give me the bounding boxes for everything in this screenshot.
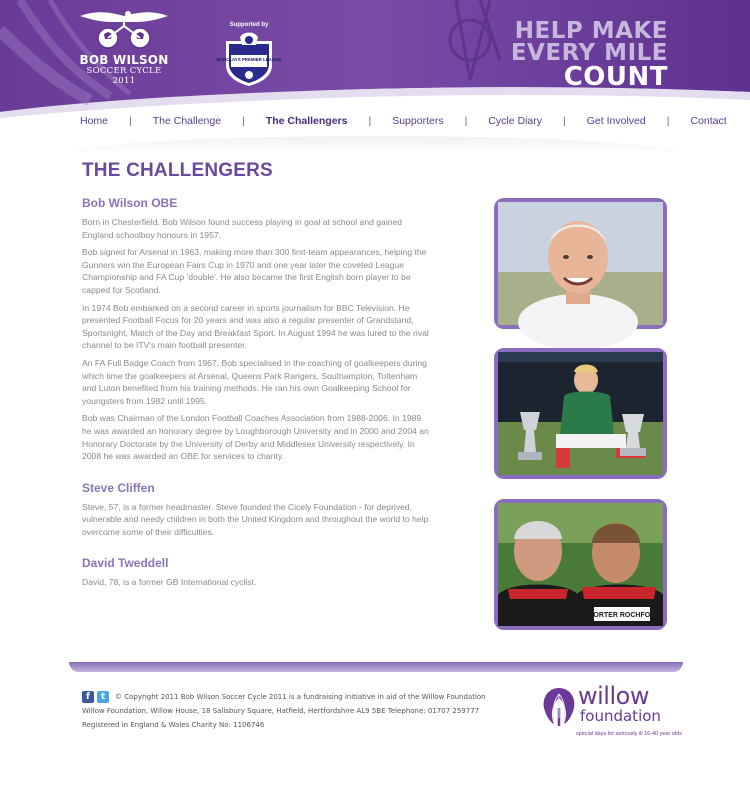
header-tagline xyxy=(511,20,668,90)
tagline-line-3: COUNT xyxy=(563,62,668,92)
challenger-steve-cliffen xyxy=(82,481,432,539)
footer-charity-number: Registered in England & Wales Charity No: 1106746 xyxy=(82,721,265,729)
portrait-image xyxy=(498,202,663,325)
nav-supporters[interactable]: Supporters xyxy=(392,115,444,127)
nav-separator: | xyxy=(563,115,566,127)
willow-foundation-logo[interactable] xyxy=(540,682,682,737)
nav-shadow-divider xyxy=(70,136,682,154)
site-logo[interactable] xyxy=(74,8,174,86)
challenger-name: Steve Cliffen xyxy=(82,480,155,495)
willow-tagline: special days for seriously ill 16-40 year olds xyxy=(575,731,682,737)
sponsor-label: Supported by xyxy=(229,22,269,28)
footer-divider xyxy=(69,662,683,672)
photo-steve-and-david xyxy=(494,499,667,630)
tagline-line-1: HELP MAKE xyxy=(514,18,668,44)
premier-league-crest-icon[interactable] xyxy=(216,31,282,87)
trophies-image xyxy=(498,352,663,475)
footer-copyright: © Copyright 2011 Bob Wilson Soccer Cycle 2011 is a fundraising initiative in aid of the Willow Foundation xyxy=(115,693,486,701)
main-nav xyxy=(80,113,727,129)
willow-word: willow xyxy=(578,682,649,710)
challenger-name: David Tweddell xyxy=(82,556,169,571)
willow-wordmark xyxy=(578,684,661,724)
logo-name: BOB WILSON xyxy=(79,53,169,67)
willow-sub: foundation xyxy=(580,707,661,725)
twitter-icon[interactable]: t xyxy=(97,691,109,703)
footer-address: Willow Foundation, Willow House, 18 Salisbury Square, Hatfield, Hertfordshire AL9 5BE Telephone: 01707 259777 xyxy=(82,707,480,715)
bio-paragraph: Bob was Chairman of the London Football Coaches Association from 1988-2006. In 1989 he was awarded an honorary degree by Loughborough University and in 2000 and 2004 an Honorary Doctorate by the University of Derby and Middlesex University respectively. In 2008 he was awarded an OBE for services to charity. xyxy=(82,413,429,462)
bio-paragraph: In 1974 Bob embarked on a second career in sports journalism for BBC Television. He presented Football Focus for 20 years and was also a regular presenter of Grandstand, Sportsnight, Match of the Day and Breakfast Sport. In August 1994 he was lured to the rival channel to be ITV's main football presenter. xyxy=(82,302,429,351)
logo-subtitle: SOCCER CYCLE 2011 xyxy=(86,66,162,86)
jersey-text: SHORTER ROCHFORD xyxy=(583,612,661,619)
soccer-cycle-logo-icon xyxy=(76,8,172,52)
footer-info xyxy=(82,690,502,732)
challenger-name: Bob Wilson OBE xyxy=(82,196,178,210)
sponsor-crest-text: BARCLAYS PREMIER LEAGUE xyxy=(216,57,282,62)
tagline-line-2: EVERY MILE xyxy=(510,40,668,66)
cyclists-image xyxy=(498,503,663,626)
photo-bob-wilson-trophies xyxy=(494,348,667,479)
nav-separator: | xyxy=(464,115,468,127)
sponsor-block xyxy=(214,22,284,87)
nav-the-challenge[interactable]: The Challenge xyxy=(152,115,222,127)
bio-paragraph: Steve, 57, is a former headmaster. Steve founded the Cicely Foundation - for deprived, vulnerable and needy children in both the United Kingdom and throughout the world to help overcome some of their difficulties. xyxy=(82,501,429,537)
nav-separator: | xyxy=(129,115,132,127)
facebook-icon[interactable]: f xyxy=(82,691,94,703)
bio-paragraph: Born in Chesterfield, Bob Wilson found success playing in goal at school and gained England schoolboy honours in 1957. xyxy=(82,217,403,240)
nav-home[interactable]: Home xyxy=(80,115,109,127)
challenger-david-tweddell xyxy=(82,556,432,589)
nav-contact[interactable]: Contact xyxy=(690,115,727,127)
challengers-content xyxy=(82,196,432,607)
nav-get-involved[interactable]: Get Involved xyxy=(586,115,646,127)
page-title: THE CHALLENGERS xyxy=(82,160,273,181)
nav-separator: | xyxy=(242,115,245,127)
willow-tree-icon xyxy=(540,684,578,728)
nav-the-challengers[interactable]: The Challengers xyxy=(265,115,348,127)
site-header xyxy=(0,0,750,118)
nav-separator: | xyxy=(666,115,670,127)
nav-separator: | xyxy=(368,115,372,127)
challenger-bob-wilson xyxy=(82,196,432,463)
nav-cycle-diary[interactable]: Cycle Diary xyxy=(488,115,543,127)
photo-bob-wilson-portrait xyxy=(494,198,667,329)
bio-paragraph: Bob signed for Arsenal in 1963, making more than 300 first-team appearances, helping the Gunners win the European Fairs Cup in 1970 and one year later the coveted League Championship and FA Cup 'double'. He also became the first English born player to be capped for Scotland. xyxy=(82,247,427,295)
bio-paragraph: David, 78, is a former GB International cyclist. xyxy=(82,577,257,588)
bio-paragraph: An FA Full Badge Coach from 1967, Bob specialised in the coaching of goalkeepers during which time the goalkeepers at Arsenal, Queens Park Rangers, Southampton, Tottenham and Luton benefited from his training methods. He ran his own Goalkeeping School for youngsters from 1982 until 1995. xyxy=(82,357,427,406)
